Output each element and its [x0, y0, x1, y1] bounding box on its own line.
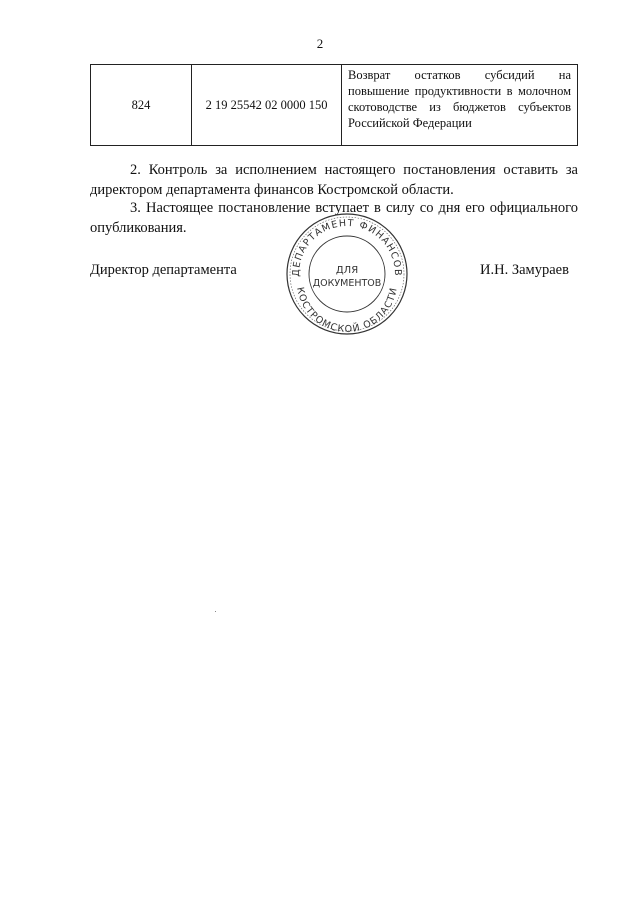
admin-code-cell: 824 — [91, 65, 192, 146]
seal-bottom-text: КОСТРОМСКОЙ ОБЛАСТИ — [294, 286, 400, 336]
signatory-name: И.Н. Замураев — [480, 262, 569, 278]
table-row — [91, 65, 578, 146]
seal-top-text: ДЕПАРТАМЕНТ ФИНАНСОВ — [290, 217, 404, 277]
signatory-position: Директор департамента — [90, 262, 237, 278]
kbk-code-cell: 2 19 25542 02 0000 150 — [192, 65, 342, 146]
page-number: 2 — [316, 36, 324, 51]
scan-speck — [215, 611, 216, 612]
official-seal — [285, 212, 409, 336]
seal-center-line2: ДОКУМЕНТОВ — [312, 278, 382, 289]
paragraph-3: 3. Настоящее постановление вступает в силу со дня его официального опубликования. — [90, 200, 578, 236]
budget-code-table — [90, 64, 578, 146]
seal-center-line1: ДЛЯ — [335, 265, 359, 276]
paragraph-2: 2. Контроль за исполнением настоящего постановления оставить за директором департамента финансов Костромской области. — [90, 162, 578, 198]
description-cell: Возврат остатков субсидий на повышение продуктивности в молочном скотоводстве из бюджетов субъектов Российской Федерации — [342, 65, 578, 146]
